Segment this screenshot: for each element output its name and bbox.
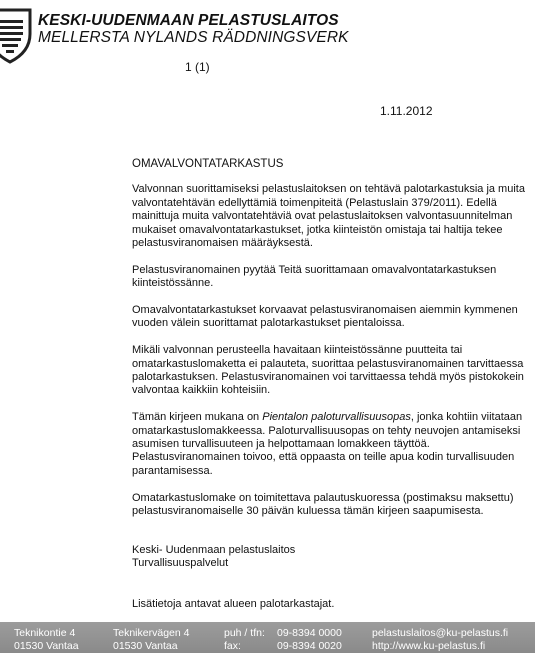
paragraph-1: Valvonnan suorittamiseksi pelastuslaitoksen on tehtävä palotarkastuksia ja muita valvontatehtävän edellyttämiä toimenpiteitä (Pelastuslain 379/2011). Edellä mainittuja muita valvontatehtäviä ovat pelastuslaitoksen valvontasuunnitelman mukaiset omavalvontatarkastukset, jotka kiinteistön omistaja tai haltija tekee pelastusviranomaisen määräyksestä.	[132, 183, 525, 250]
paragraph-2: Pelastusviranomainen pyytää Teitä suorittamaan omavalvontatarkastuksen kiinteistössänne.	[132, 263, 497, 290]
signature-block	[132, 544, 295, 571]
organization-name-swedish: MELLERSTA NYLANDS RÄDDNINGSVERK	[38, 29, 349, 46]
paragraph-5-rest: , jonka kohtiin viitataan omatarkastuslomakkeessa. Paloturvallisuusopas on tehty neuvojen antamiseksi asumisen turvallisuuteen ja helpottamaan lomakkeen täyttöä. Pelastusviranomainen toivoo, että oppaasta on teille apua kodin turvallisuuden parantamisessa.	[132, 411, 523, 477]
organization-name-finnish: KESKI-UUDENMAAN PELASTUSLAITOS	[38, 12, 339, 29]
footer-address-finnish	[14, 627, 79, 652]
footer-address-swedish	[113, 627, 189, 652]
letter-title: OMAVALVONTATARKASTUS	[132, 158, 284, 170]
footer-email-link[interactable]: pelastuslaitos@ku-pelastus.fi	[372, 627, 509, 639]
footer-street-sv: Teknikervägen 4	[113, 627, 190, 639]
footer-postal-fi: 01530 Vantaa	[14, 639, 79, 652]
paragraph-3: Omavalvontatarkastukset korvaavat pelastusviranomaisen aiemmin kymmenen vuoden välein suorittamat palotarkastukset pientaloissa.	[132, 304, 518, 330]
footer-web-link[interactable]: http://www.ku-pelastus.fi	[372, 639, 486, 652]
footer-online	[372, 627, 508, 652]
paragraph-5	[132, 411, 527, 478]
footer-contact-numbers	[277, 627, 342, 652]
paragraph-5-intro: Tämän kirjeen mukana on	[132, 411, 263, 424]
signature-unit: Turvallisuuspalvelut	[132, 557, 229, 570]
coat-of-arms-logo	[0, 6, 34, 64]
guide-title: Pientalon paloturvallisuusopas	[262, 411, 411, 424]
letter-date: 1.11.2012	[380, 104, 433, 118]
letter-body	[132, 158, 527, 532]
paragraph-6: Omatarkastuslomake on toimitettava palautuskuoressa (postimaksu maksettu) pelastusviranomaiselle 30 päivän kuluessa tämän kirjeen saapumisesta.	[132, 491, 514, 518]
footer-bar	[0, 622, 535, 653]
footer-street-fi: Teknikontie 4	[14, 627, 76, 639]
footer-fax-label: fax:	[224, 639, 241, 652]
signature-org: Keski- Uudenmaan pelastuslaitos	[132, 544, 296, 556]
paragraph-4: Mikäli valvonnan perusteella havaitaan kiinteistössänne puutteita tai omatarkastuslomaketta ei palauteta, suorittaa pelastusviranomainen tarvittaessa palotarkastuksen. Pelastusviranomainen voi tarvittaessa tehdä myös pistokokein valvontaa kaikkiin kohteisiin.	[132, 344, 524, 397]
footer-contact-labels	[224, 627, 265, 652]
footer-fax: 09-8394 0020	[277, 639, 342, 652]
page-number: 1 (1)	[185, 60, 210, 74]
footer-postal-sv: 01530 Vantaa	[113, 639, 178, 652]
more-info-line: Lisätietoja antavat alueen palotarkastajat.	[132, 598, 335, 610]
footer-phone-label: puh / tfn:	[224, 627, 265, 639]
footer-phone: 09-8394 0000	[277, 627, 342, 639]
